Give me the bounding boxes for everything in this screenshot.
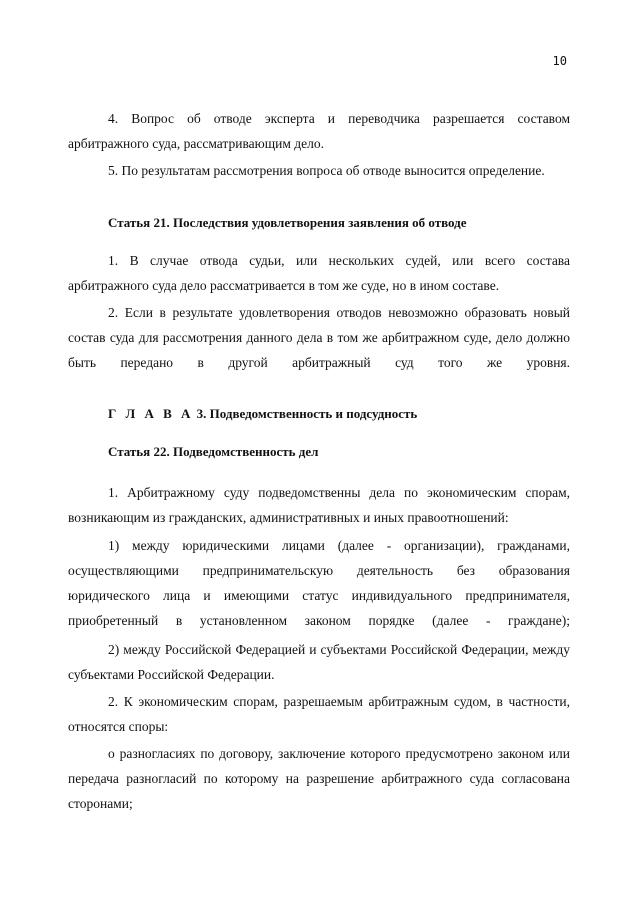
- paragraph-22-2-text: 2. К экономическим спорам, разрешаемым арбитражным судом, в частности, относятся споры:: [68, 694, 570, 734]
- paragraph-21-1: [68, 248, 570, 298]
- paragraph-4: [68, 106, 570, 156]
- paragraph-22-2: [68, 689, 570, 739]
- paragraph-21-1-text: 1. В случае отвода судьи, или нескольких судей, или всего состава арбитражного суда дело рассматривается в том же суде, но в ином составе.: [68, 253, 570, 293]
- item-2-text: 2) между Российской Федерацией и субъектами Российской Федерации, между субъектами Российской Федерации.: [68, 642, 570, 682]
- paragraph-disputes: [68, 741, 570, 816]
- paragraph-22-1-text: 1. Арбитражному суду подведомственны дела по экономическим спорам, возникающим из гражданских, административных и иных правоотношений:: [68, 485, 570, 525]
- item-1: [68, 533, 570, 633]
- paragraph-disputes-text: о разногласиях по договору, заключение которого предусмотрено законом или передача разногласий по которому на разрешение арбитражного суда согласована сторонами;: [68, 746, 570, 811]
- paragraph-5: [68, 158, 570, 183]
- paragraph-21-2-text: 2. Если в результате удовлетворения отводов невозможно образовать новый состав суда для рассмотрения данного дела в том же арбитражном суде, дело должно быть передано в другой арбитражный суд того же уровня.: [68, 305, 570, 370]
- paragraph-22-1: [68, 480, 570, 530]
- article-21-heading: Статья 21. Последствия удовлетворения заявления об отводе: [108, 215, 467, 230]
- article-22-heading: Статья 22. Подведомственность дел: [108, 444, 319, 459]
- paragraph-4-text: 4. Вопрос об отводе эксперта и переводчика разрешается составом арбитражного суда, рассматривающим дело.: [68, 111, 570, 151]
- paragraph-5-text: 5. По результатам рассмотрения вопроса об отводе выносится определение.: [108, 163, 545, 178]
- paragraph-21-2: [68, 300, 570, 375]
- item-2: [68, 637, 570, 687]
- page-number: 10: [552, 54, 567, 68]
- item-1-text: 1) между юридическими лицами (далее - организации), гражданами, осуществляющими предпринимательскую деятельность без образования юридического лица и имеющими статус индивидуального предпринимателя, приобретенный в установленном законом порядке (далее - граждане);: [68, 538, 570, 628]
- chapter-word: Г Л А В А: [108, 406, 194, 421]
- chapter-title: 3. Подведомственность и подсудность: [196, 406, 418, 421]
- chapter-3-heading: [68, 404, 570, 424]
